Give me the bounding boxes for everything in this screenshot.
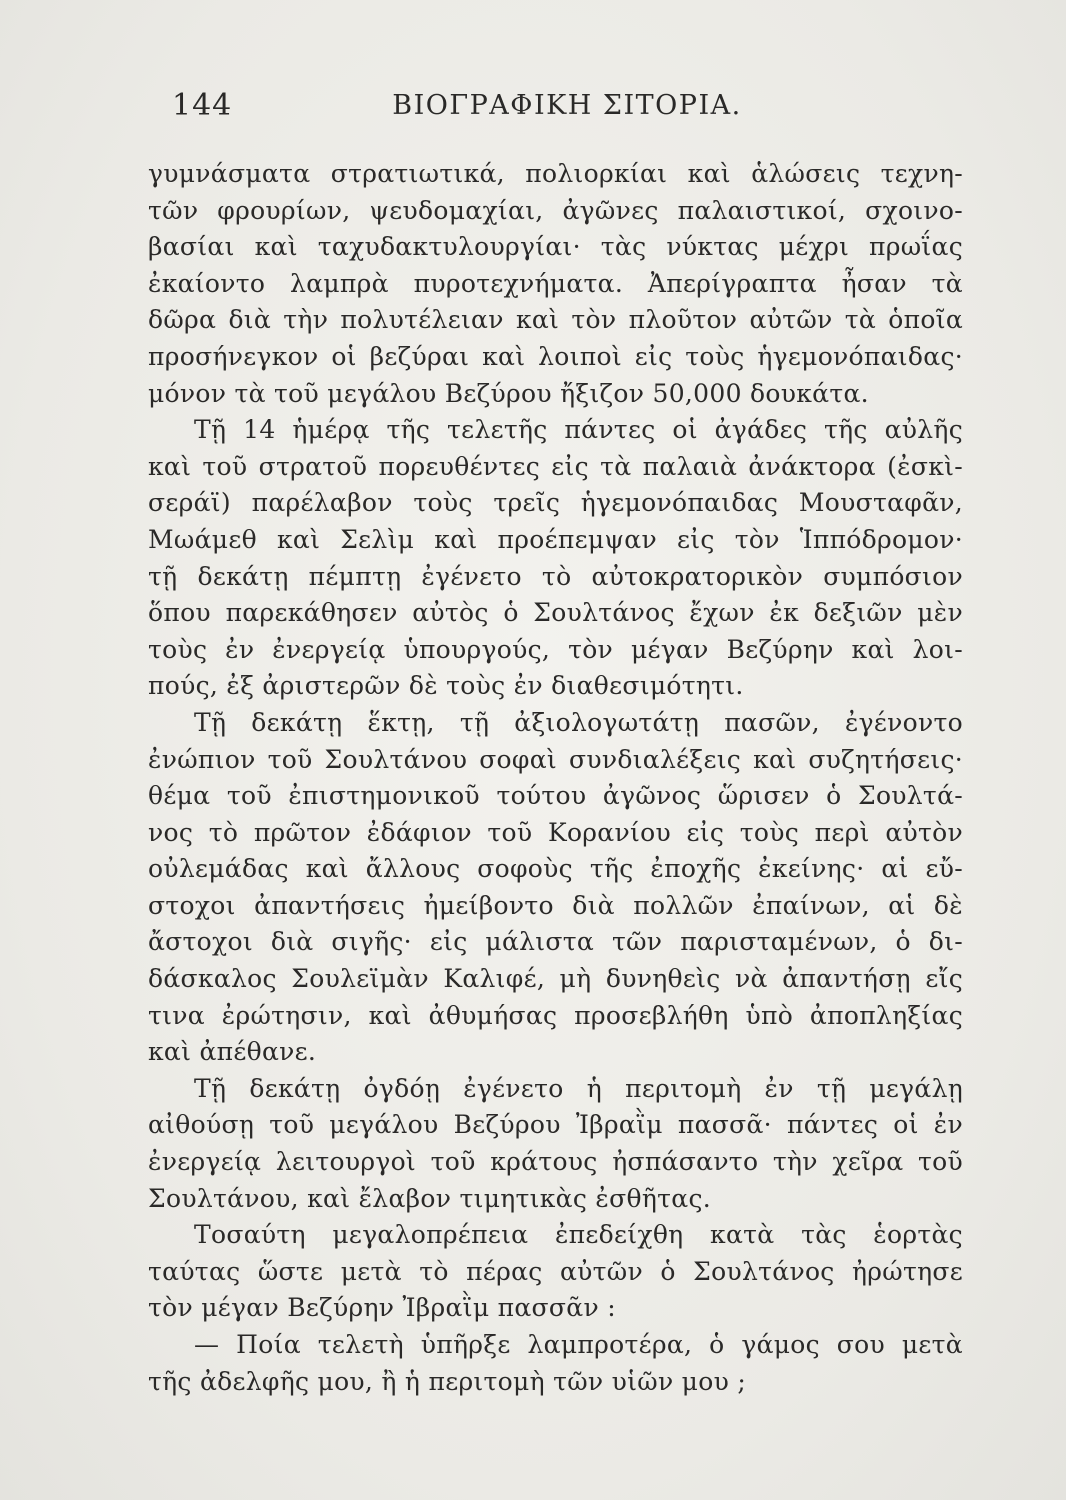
text-line: δάσκαλος Σουλεϊμὰν Καλιφέ, μὴ δυνηθεὶς νὰ ἀπαντήσῃ εἴς [148,964,963,994]
text-line: ὅπου παρεκάθησεν αὐτὸς ὁ Σουλτάνος ἔχων ἐκ δεξιῶν μὲν [148,598,963,628]
text-line: ἄστοχοι διὰ σιγῆς· εἰς μάλιστα τῶν παρισταμένων, ὁ δι- [148,927,963,957]
running-title: ΒΙΟΓΡΑΦΙΚΗ ΣΙΤΟΡΙΑ. [392,90,742,121]
text-line: τοὺς ἐν ἐνεργείᾳ ὑπουργούς, τὸν μέγαν Βεζύρην καὶ λοι- [148,634,963,664]
text-line: πούς, ἐξ ἀριστερῶν δὲ τοὺς ἐν διαθεσιμότητι. [148,671,744,701]
text-line: ταύτας ὥστε μετὰ τὸ πέρας αὐτῶν ὁ Σουλτάνος ἠρώτησε [148,1256,963,1286]
text-line: στοχοι ἀπαντήσεις ἠμείβοντο διὰ πολλῶν ἐπαίνων, αἱ δὲ [148,890,963,920]
text-line: ἐνεργείᾳ λειτουργοὶ τοῦ κράτους ἠσπάσαντο τὴν χεῖρα τοῦ [148,1147,963,1177]
text-line: καὶ ἀπέθανε. [148,1037,317,1067]
text-line: νος τὸ πρῶτον ἐδάφιον τοῦ Κορανίου εἰς τοὺς περὶ αὐτὸν [148,817,963,847]
text-line: Τῇ 14 ἡμέρᾳ τῆς τελετῆς πάντες οἱ ἀγάδες τῆς αὐλῆς [194,415,963,445]
text-line: τινα ἐρώτησιν, καὶ ἀθυμήσας προσεβλήθη ὑπὸ ἀποπληξίας [148,1000,963,1030]
text-line: Τῇ δεκάτῃ ἕκτῃ, τῇ ἀξιολογωτάτῃ πασῶν, ἐγένοντο [194,707,963,737]
text-line: οὐλεμάδας καὶ ἄλλους σοφοὺς τῆς ἐποχῆς ἐκείνης· αἱ εὔ- [148,854,963,884]
text-line: ἐνώπιον τοῦ Σουλτάνου σοφαὶ συνδιαλέξεις καὶ συζητήσεις· [148,744,963,774]
text-line: γυμνάσματα στρατιωτικά, πολιορκίαι καὶ ἁλώσεις τεχνη- [148,159,963,188]
text-line: Σουλτάνου, καὶ ἔλαβον τιμητικὰς ἐσθῆτας. [148,1183,711,1213]
text-line: καὶ τοῦ στρατοῦ πορευθέντες εἰς τὰ παλαιὰ ἀνάκτορα (ἐσκὶ- [148,451,963,481]
text-line: σεράϊ) παρέλαβον τοὺς τρεῖς ἡγεμονόπαιδας Μουσταφᾶν, [148,488,963,518]
page-header [172,88,962,132]
text-line: προσήνεγκον οἱ βεζύραι καὶ λοιποὶ εἰς τοὺς ἡγεμονόπαιδας· [148,341,963,371]
text-line: Τῇ δεκάτῃ ὀγδόῃ ἐγένετο ἡ περιτομὴ ἐν τῇ μεγάλῃ [194,1073,963,1103]
text-line: δῶρα διὰ τὴν πολυτέλειαν καὶ τὸν πλοῦτον αὐτῶν τὰ ὁποῖα [148,305,963,335]
text-line: τῶν φρουρίων, ψευδομαχίαι, ἀγῶνες παλαιστικοί, σχοινο- [148,195,963,225]
text-line: θέμα τοῦ ἐπιστημονικοῦ τούτου ἀγῶνος ὥρισεν ὁ Σουλτά- [148,781,963,811]
text-line: τὸν μέγαν Βεζύρην Ἰβραῒμ πασσᾶν : [148,1293,616,1323]
text-line: τῆς ἀδελφῆς μου, ἢ ἡ περιτομὴ τῶν υἱῶν μου ; [148,1366,747,1396]
text-line: Τοσαύτη μεγαλοπρέπεια ἐπεδείχθη κατὰ τὰς ἑορτὰς [194,1220,963,1250]
text-line: αἰθούσῃ τοῦ μεγάλου Βεζύρου Ἰβραῒμ πασσᾶ· πάντες οἱ ἐν [148,1110,963,1140]
body-text [148,156,963,1400]
text-line: μόνον τὰ τοῦ μεγάλου Βεζύρου ἤξιζον 50,000 δουκάτα. [148,378,869,408]
text-line: βασίαι καὶ ταχυδακτυλουργίαι· τὰς νύκτας μέχρι πρωΐας [148,232,963,262]
text-line: ἐκαίοντο λαμπρὰ πυροτεχνήματα. Ἀπερίγραπτα ἦσαν τὰ [148,268,963,298]
text-line: τῇ δεκάτῃ πέμπτῃ ἐγένετο τὸ αὐτοκρατορικὸν συμπόσιον [148,561,963,591]
page-number: 144 [172,88,233,123]
text-line: — Ποία τελετὴ ὑπῆρξε λαμπροτέρα, ὁ γάμος σου μετὰ [194,1330,963,1359]
text-line: Μωάμεθ καὶ Σελὶμ καὶ προέπεμψαν εἰς τὸν Ἱππόδρομον· [148,524,963,554]
